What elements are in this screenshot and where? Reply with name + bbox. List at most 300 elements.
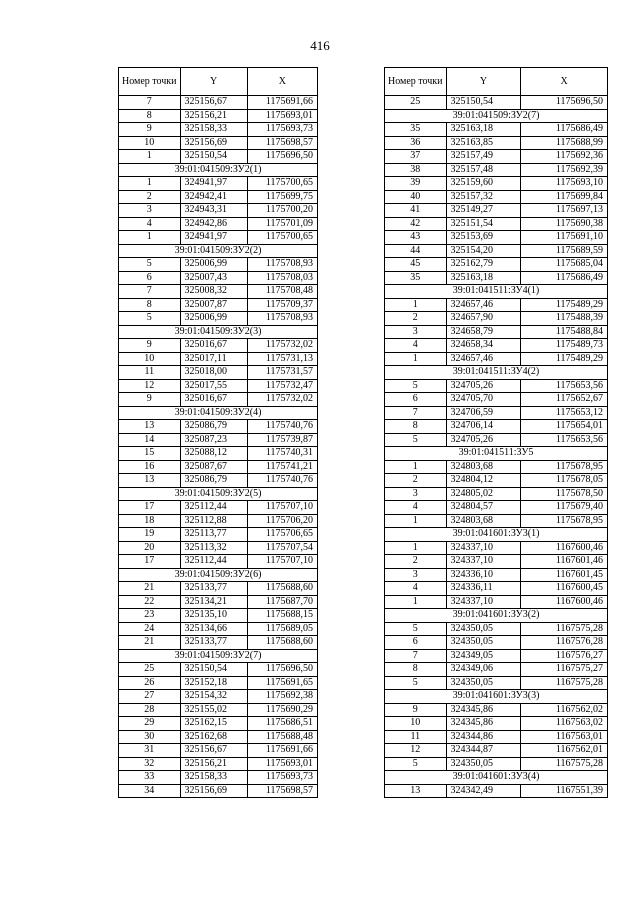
point-number-cell: 6	[119, 271, 181, 285]
table-row	[119, 393, 318, 407]
y-coordinate-cell: 324804,12	[446, 474, 521, 488]
point-number-cell: 29	[119, 717, 181, 731]
y-coordinate-cell: 325150,54	[180, 663, 247, 677]
x-coordinate-cell: 1175688,48	[247, 730, 317, 744]
x-coordinate-cell: 1175691,66	[247, 744, 317, 758]
x-coordinate-cell: 1175708,93	[247, 258, 317, 272]
table-row	[119, 96, 318, 110]
header-x: X	[247, 68, 317, 96]
y-coordinate-cell: 325087,67	[180, 460, 247, 474]
y-coordinate-cell: 325154,32	[180, 690, 247, 704]
table-row	[385, 541, 608, 555]
table-row	[119, 352, 318, 366]
y-coordinate-cell: 325086,79	[180, 474, 247, 488]
y-coordinate-cell: 324705,26	[446, 379, 521, 393]
table-row	[385, 676, 608, 690]
table-row	[385, 312, 608, 326]
y-coordinate-cell: 325133,77	[180, 636, 247, 650]
header-y: Y	[180, 68, 247, 96]
parcel-id-label: 39:01:041511:ЗУ4(1)	[385, 285, 608, 299]
point-number-cell: 5	[385, 622, 447, 636]
x-coordinate-cell: 1167600,45	[521, 582, 608, 596]
table-row	[385, 622, 608, 636]
x-coordinate-cell: 1175708,03	[247, 271, 317, 285]
parcel-id-label: 39:01:041509:ЗУ2(1)	[119, 163, 318, 177]
point-number-cell: 25	[119, 663, 181, 677]
y-coordinate-cell: 324350,05	[446, 757, 521, 771]
point-number-cell: 27	[119, 690, 181, 704]
y-coordinate-cell: 325156,67	[180, 744, 247, 758]
table-row	[385, 757, 608, 771]
x-coordinate-cell: 1175688,99	[521, 136, 608, 150]
y-coordinate-cell: 324345,86	[446, 717, 521, 731]
y-coordinate-cell: 324804,57	[446, 501, 521, 515]
table-row	[385, 420, 608, 434]
point-number-cell: 7	[119, 96, 181, 110]
table-row	[119, 582, 318, 596]
x-coordinate-cell: 1167575,28	[521, 676, 608, 690]
y-coordinate-cell: 325156,67	[180, 96, 247, 110]
table-row	[385, 123, 608, 137]
point-number-cell: 28	[119, 703, 181, 717]
parcel-group-row	[385, 109, 608, 123]
y-coordinate-cell: 325088,12	[180, 447, 247, 461]
x-coordinate-cell: 1175698,57	[247, 784, 317, 798]
table-row	[119, 609, 318, 623]
table-row	[119, 447, 318, 461]
y-coordinate-cell: 325156,21	[180, 109, 247, 123]
point-number-cell: 4	[385, 582, 447, 596]
point-number-cell: 7	[385, 649, 447, 663]
point-number-cell: 37	[385, 150, 447, 164]
x-coordinate-cell: 1175678,50	[521, 487, 608, 501]
x-coordinate-cell: 1175691,65	[247, 676, 317, 690]
point-number-cell: 4	[119, 217, 181, 231]
table-row	[385, 730, 608, 744]
point-number-cell: 11	[119, 366, 181, 380]
table-row	[119, 109, 318, 123]
point-number-cell: 9	[119, 393, 181, 407]
table-row	[119, 312, 318, 326]
y-coordinate-cell: 324342,49	[446, 784, 521, 798]
x-coordinate-cell: 1175689,59	[521, 244, 608, 258]
table-row	[385, 190, 608, 204]
y-coordinate-cell: 325149,27	[446, 204, 521, 218]
y-coordinate-cell: 325016,67	[180, 393, 247, 407]
point-number-cell: 13	[119, 474, 181, 488]
x-coordinate-cell: 1175696,50	[521, 96, 608, 110]
x-coordinate-cell: 1175654,01	[521, 420, 608, 434]
parcel-id-label: 39:01:041509:ЗУ2(7)	[385, 109, 608, 123]
x-coordinate-cell: 1175706,65	[247, 528, 317, 542]
x-coordinate-cell: 1175732,02	[247, 339, 317, 353]
table-row	[119, 258, 318, 272]
point-number-cell: 1	[385, 352, 447, 366]
y-coordinate-cell: 324942,41	[180, 190, 247, 204]
point-number-cell: 43	[385, 231, 447, 245]
x-coordinate-cell: 1175693,73	[247, 123, 317, 137]
y-coordinate-cell: 325086,79	[180, 420, 247, 434]
parcel-group-row	[385, 609, 608, 623]
point-number-cell: 16	[119, 460, 181, 474]
y-coordinate-cell: 325154,20	[446, 244, 521, 258]
parcel-id-label: 39:01:041509:ЗУ2(5)	[119, 487, 318, 501]
header-x: X	[521, 68, 608, 96]
table-row	[119, 717, 318, 731]
y-coordinate-cell: 324941,97	[180, 177, 247, 191]
point-number-cell: 38	[385, 163, 447, 177]
table-row	[385, 501, 608, 515]
y-coordinate-cell: 325112,44	[180, 501, 247, 515]
parcel-id-label: 39:01:041509:ЗУ2(6)	[119, 568, 318, 582]
y-coordinate-cell: 325006,99	[180, 312, 247, 326]
y-coordinate-cell: 325157,32	[446, 190, 521, 204]
x-coordinate-cell: 1175678,95	[521, 460, 608, 474]
point-number-cell: 42	[385, 217, 447, 231]
y-coordinate-cell: 325163,18	[446, 271, 521, 285]
y-coordinate-cell: 325007,43	[180, 271, 247, 285]
point-number-cell: 5	[119, 312, 181, 326]
point-number-cell: 39	[385, 177, 447, 191]
y-coordinate-cell: 324350,05	[446, 636, 521, 650]
parcel-group-row	[385, 528, 608, 542]
point-number-cell: 40	[385, 190, 447, 204]
y-coordinate-cell: 325152,18	[180, 676, 247, 690]
y-coordinate-cell: 324337,10	[446, 541, 521, 555]
y-coordinate-cell: 324705,70	[446, 393, 521, 407]
point-number-cell: 17	[119, 555, 181, 569]
table-row	[119, 204, 318, 218]
point-number-cell: 15	[119, 447, 181, 461]
y-coordinate-cell: 325113,32	[180, 541, 247, 555]
table-row	[385, 136, 608, 150]
x-coordinate-cell: 1167563,02	[521, 717, 608, 731]
table-row	[385, 744, 608, 758]
table-row	[385, 460, 608, 474]
y-coordinate-cell: 324350,05	[446, 676, 521, 690]
x-coordinate-cell: 1167575,27	[521, 663, 608, 677]
y-coordinate-cell: 325017,11	[180, 352, 247, 366]
table-row	[119, 757, 318, 771]
y-coordinate-cell: 325158,33	[180, 123, 247, 137]
point-number-cell: 3	[385, 487, 447, 501]
page-number: 416	[310, 38, 330, 53]
table-row	[119, 744, 318, 758]
y-coordinate-cell: 325163,85	[446, 136, 521, 150]
table-row	[385, 487, 608, 501]
x-coordinate-cell: 1175690,29	[247, 703, 317, 717]
x-coordinate-cell: 1175701,09	[247, 217, 317, 231]
x-coordinate-cell: 1175489,29	[521, 298, 608, 312]
parcel-group-row	[385, 285, 608, 299]
table-row	[385, 150, 608, 164]
table-row	[119, 433, 318, 447]
point-number-cell: 12	[385, 744, 447, 758]
y-coordinate-cell: 325155,02	[180, 703, 247, 717]
table-row	[385, 96, 608, 110]
point-number-cell: 6	[385, 636, 447, 650]
y-coordinate-cell: 325017,55	[180, 379, 247, 393]
table-row	[119, 150, 318, 164]
parcel-group-row	[119, 487, 318, 501]
table-row	[385, 555, 608, 569]
point-number-cell: 13	[385, 784, 447, 798]
point-number-cell: 8	[119, 109, 181, 123]
y-coordinate-cell: 325158,33	[180, 771, 247, 785]
point-number-cell: 5	[385, 757, 447, 771]
point-number-cell: 36	[385, 136, 447, 150]
y-coordinate-cell: 324941,97	[180, 231, 247, 245]
table-row	[385, 595, 608, 609]
x-coordinate-cell: 1175679,40	[521, 501, 608, 515]
table-row	[119, 595, 318, 609]
table-row	[119, 703, 318, 717]
table-row	[385, 636, 608, 650]
point-number-cell: 20	[119, 541, 181, 555]
y-coordinate-cell: 325157,48	[446, 163, 521, 177]
x-coordinate-cell: 1175706,20	[247, 514, 317, 528]
point-number-cell: 23	[119, 609, 181, 623]
parcel-group-row	[119, 406, 318, 420]
point-number-cell: 6	[385, 393, 447, 407]
point-number-cell: 24	[119, 622, 181, 636]
x-coordinate-cell: 1175488,39	[521, 312, 608, 326]
y-coordinate-cell: 325151,54	[446, 217, 521, 231]
table-row	[385, 784, 608, 798]
x-coordinate-cell: 1167576,28	[521, 636, 608, 650]
y-coordinate-cell: 325133,77	[180, 582, 247, 596]
y-coordinate-cell: 325134,21	[180, 595, 247, 609]
point-number-cell: 10	[119, 352, 181, 366]
parcel-group-row	[385, 771, 608, 785]
point-number-cell: 5	[385, 379, 447, 393]
y-coordinate-cell: 325159,60	[446, 177, 521, 191]
table-row	[119, 784, 318, 798]
x-coordinate-cell: 1175692,38	[247, 690, 317, 704]
table-row	[119, 123, 318, 137]
x-coordinate-cell: 1175700,65	[247, 177, 317, 191]
y-coordinate-cell: 325156,69	[180, 784, 247, 798]
parcel-id-label: 39:01:041509:ЗУ2(2)	[119, 244, 318, 258]
x-coordinate-cell: 1175652,67	[521, 393, 608, 407]
parcel-group-row	[385, 447, 608, 461]
point-number-cell: 22	[119, 595, 181, 609]
y-coordinate-cell: 324350,05	[446, 622, 521, 636]
y-coordinate-cell: 325162,68	[180, 730, 247, 744]
x-coordinate-cell: 1175699,84	[521, 190, 608, 204]
x-coordinate-cell: 1175693,01	[247, 109, 317, 123]
table-row	[385, 514, 608, 528]
x-coordinate-cell: 1175732,47	[247, 379, 317, 393]
x-coordinate-cell: 1175740,31	[247, 447, 317, 461]
x-coordinate-cell: 1175691,66	[247, 96, 317, 110]
x-coordinate-cell: 1175697,13	[521, 204, 608, 218]
parcel-group-row	[385, 690, 608, 704]
point-number-cell: 31	[119, 744, 181, 758]
point-number-cell: 8	[119, 298, 181, 312]
y-coordinate-cell: 325157,49	[446, 150, 521, 164]
coordinates-table-right	[384, 67, 608, 798]
parcel-id-label: 39:01:041601:ЗУ3(3)	[385, 690, 608, 704]
table-row	[385, 217, 608, 231]
x-coordinate-cell: 1175653,56	[521, 433, 608, 447]
x-coordinate-cell: 1175687,70	[247, 595, 317, 609]
y-coordinate-cell: 324706,59	[446, 406, 521, 420]
table-row	[119, 771, 318, 785]
table-row	[385, 244, 608, 258]
point-number-cell: 9	[119, 339, 181, 353]
coordinates-table-left	[118, 67, 318, 798]
x-coordinate-cell: 1175731,57	[247, 366, 317, 380]
x-coordinate-cell: 1175678,05	[521, 474, 608, 488]
x-coordinate-cell: 1175691,10	[521, 231, 608, 245]
x-coordinate-cell: 1175709,37	[247, 298, 317, 312]
table-row	[119, 379, 318, 393]
x-coordinate-cell: 1175686,49	[521, 271, 608, 285]
x-coordinate-cell: 1167563,01	[521, 730, 608, 744]
y-coordinate-cell: 325007,87	[180, 298, 247, 312]
table-row	[119, 298, 318, 312]
y-coordinate-cell: 324344,87	[446, 744, 521, 758]
x-coordinate-cell: 1167575,28	[521, 622, 608, 636]
x-coordinate-cell: 1167576,27	[521, 649, 608, 663]
x-coordinate-cell: 1175708,48	[247, 285, 317, 299]
point-number-cell: 33	[119, 771, 181, 785]
x-coordinate-cell: 1175739,87	[247, 433, 317, 447]
y-coordinate-cell: 324705,26	[446, 433, 521, 447]
y-coordinate-cell: 324805,02	[446, 487, 521, 501]
parcel-id-label: 39:01:041509:ЗУ2(4)	[119, 406, 318, 420]
point-number-cell: 35	[385, 271, 447, 285]
x-coordinate-cell: 1175688,60	[247, 636, 317, 650]
table-row	[119, 690, 318, 704]
x-coordinate-cell: 1167562,02	[521, 703, 608, 717]
x-coordinate-cell: 1175693,73	[247, 771, 317, 785]
x-coordinate-cell: 1175707,54	[247, 541, 317, 555]
x-coordinate-cell: 1175689,05	[247, 622, 317, 636]
x-coordinate-cell: 1175696,50	[247, 663, 317, 677]
x-coordinate-cell: 1175688,15	[247, 609, 317, 623]
y-coordinate-cell: 324803,68	[446, 460, 521, 474]
x-coordinate-cell: 1167575,28	[521, 757, 608, 771]
parcel-group-row	[385, 366, 608, 380]
point-number-cell: 19	[119, 528, 181, 542]
table-row	[119, 528, 318, 542]
point-number-cell: 25	[385, 96, 447, 110]
table-row	[385, 177, 608, 191]
point-number-cell: 1	[119, 150, 181, 164]
point-number-cell: 2	[385, 474, 447, 488]
parcel-group-row	[119, 325, 318, 339]
parcel-id-label: 39:01:041509:ЗУ2(3)	[119, 325, 318, 339]
x-coordinate-cell: 1175707,10	[247, 501, 317, 515]
x-coordinate-cell: 1175708,93	[247, 312, 317, 326]
point-number-cell: 14	[119, 433, 181, 447]
table-row	[385, 271, 608, 285]
point-number-cell: 45	[385, 258, 447, 272]
y-coordinate-cell: 324657,46	[446, 352, 521, 366]
point-number-cell: 41	[385, 204, 447, 218]
point-number-cell: 21	[119, 636, 181, 650]
table-row	[385, 406, 608, 420]
y-coordinate-cell: 324657,46	[446, 298, 521, 312]
y-coordinate-cell: 325113,77	[180, 528, 247, 542]
point-number-cell: 8	[385, 420, 447, 434]
table-row	[385, 703, 608, 717]
point-number-cell: 5	[119, 258, 181, 272]
table-row	[385, 393, 608, 407]
x-coordinate-cell: 1175693,01	[247, 757, 317, 771]
point-number-cell: 12	[119, 379, 181, 393]
x-coordinate-cell: 1167600,46	[521, 541, 608, 555]
point-number-cell: 4	[385, 339, 447, 353]
point-number-cell: 8	[385, 663, 447, 677]
table-row	[385, 717, 608, 731]
x-coordinate-cell: 1167551,39	[521, 784, 608, 798]
y-coordinate-cell: 324349,05	[446, 649, 521, 663]
x-coordinate-cell: 1167601,45	[521, 568, 608, 582]
point-number-cell: 17	[119, 501, 181, 515]
parcel-id-label: 39:01:041601:ЗУ3(1)	[385, 528, 608, 542]
table-row	[119, 460, 318, 474]
y-coordinate-cell: 324337,10	[446, 555, 521, 569]
x-coordinate-cell: 1167601,46	[521, 555, 608, 569]
y-coordinate-cell: 324803,68	[446, 514, 521, 528]
table-row	[119, 622, 318, 636]
y-coordinate-cell: 325150,54	[446, 96, 521, 110]
x-coordinate-cell: 1175692,36	[521, 150, 608, 164]
point-number-cell: 30	[119, 730, 181, 744]
point-number-cell: 32	[119, 757, 181, 771]
y-coordinate-cell: 324336,11	[446, 582, 521, 596]
point-number-cell: 9	[385, 703, 447, 717]
y-coordinate-cell: 324942,86	[180, 217, 247, 231]
table-row	[119, 231, 318, 245]
y-coordinate-cell: 324344,86	[446, 730, 521, 744]
point-number-cell: 18	[119, 514, 181, 528]
y-coordinate-cell: 325008,32	[180, 285, 247, 299]
parcel-id-label: 39:01:041511:ЗУ5	[385, 447, 608, 461]
point-number-cell: 2	[385, 312, 447, 326]
table-row	[385, 231, 608, 245]
table-row	[385, 352, 608, 366]
x-coordinate-cell: 1175488,84	[521, 325, 608, 339]
point-number-cell: 3	[119, 204, 181, 218]
x-coordinate-cell: 1175740,76	[247, 474, 317, 488]
y-coordinate-cell: 325135,10	[180, 609, 247, 623]
table-row	[119, 217, 318, 231]
table-row	[119, 420, 318, 434]
point-number-cell: 7	[119, 285, 181, 299]
header-y: Y	[446, 68, 521, 96]
x-coordinate-cell: 1175692,39	[521, 163, 608, 177]
y-coordinate-cell: 325162,79	[446, 258, 521, 272]
parcel-id-label: 39:01:041601:ЗУ3(4)	[385, 771, 608, 785]
table-row	[385, 258, 608, 272]
x-coordinate-cell: 1175696,50	[247, 150, 317, 164]
point-number-cell: 1	[385, 460, 447, 474]
table-row	[119, 339, 318, 353]
table-row	[119, 555, 318, 569]
point-number-cell: 3	[385, 325, 447, 339]
point-number-cell: 1	[385, 541, 447, 555]
x-coordinate-cell: 1175489,29	[521, 352, 608, 366]
x-coordinate-cell: 1175489,73	[521, 339, 608, 353]
y-coordinate-cell: 324336,10	[446, 568, 521, 582]
y-coordinate-cell: 325006,99	[180, 258, 247, 272]
y-coordinate-cell: 324658,79	[446, 325, 521, 339]
y-coordinate-cell: 324706,14	[446, 420, 521, 434]
